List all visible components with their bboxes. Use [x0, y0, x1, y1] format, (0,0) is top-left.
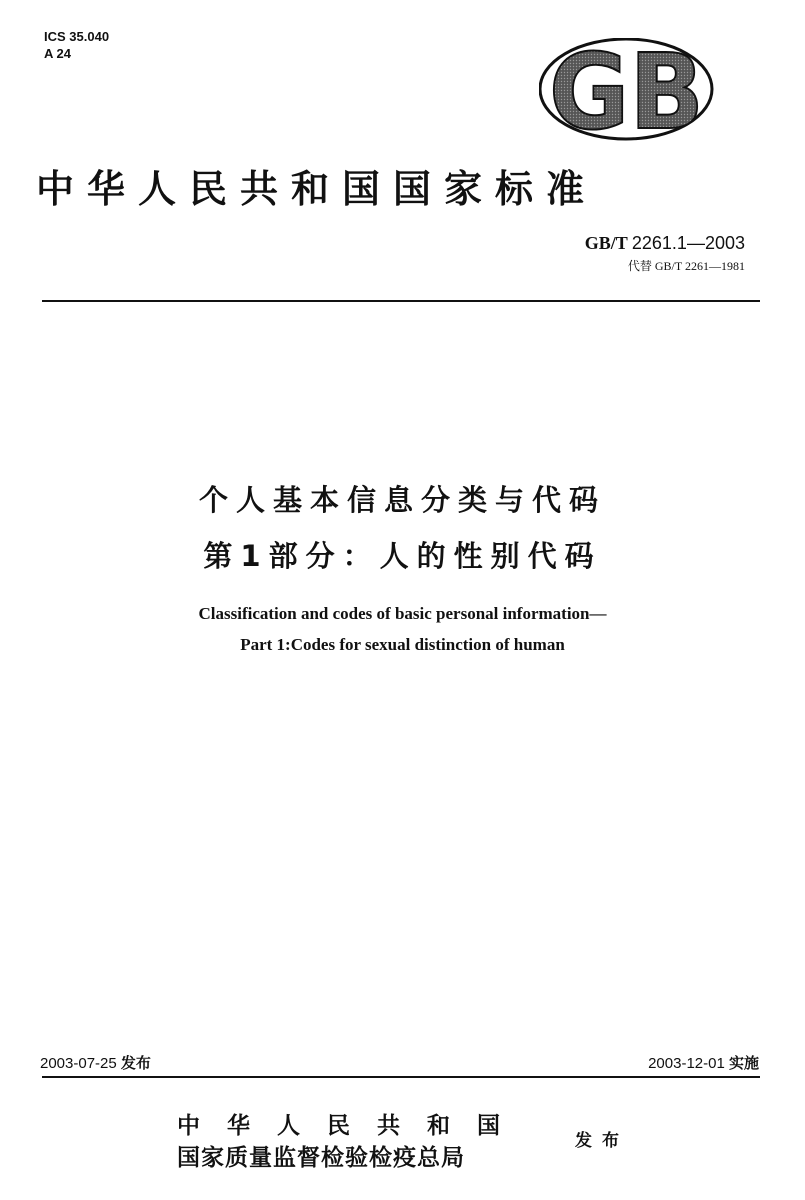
standard-number: [585, 233, 745, 254]
chinese-title-line1: 个人基本信息分类与代码: [198, 483, 606, 517]
publisher-word: 发布: [575, 1131, 629, 1151]
issue-date: [40, 1052, 151, 1073]
publisher-line2: 国家质量监督检验检疫总局: [177, 1145, 465, 1171]
implement-date: [648, 1052, 759, 1073]
english-title-line1: Classification and codes of basic personal information—: [198, 604, 607, 623]
implement-date-value: 2003-12-01: [648, 1055, 725, 1072]
replaces-note: 代替 GB/T 2261—1981: [627, 259, 745, 273]
gb-logo-text: GB: [549, 38, 704, 141]
standard-prefix: GB/T: [584, 233, 628, 253]
issue-word: 发布: [120, 1054, 151, 1072]
standard-code: 2261.1—2003: [631, 233, 745, 253]
english-title-line2: Part 1:Codes for sexual distinction of human: [240, 635, 565, 654]
chinese-title-line2: 第1部分：人的性别代码: [203, 539, 602, 573]
issue-date-value: 2003-07-25: [40, 1055, 117, 1072]
classification-codes: [44, 28, 109, 62]
implement-word: 实施: [728, 1054, 759, 1072]
publisher-line1: 中华人民共和国: [177, 1113, 527, 1139]
gb-logo: [539, 38, 714, 141]
ccs-code: A 24: [44, 46, 71, 61]
standard-title: 中华人民共和国国家标准: [36, 167, 598, 211]
top-divider: [42, 300, 760, 302]
bottom-divider: [42, 1076, 760, 1078]
ics-code: ICS 35.040: [44, 29, 110, 44]
